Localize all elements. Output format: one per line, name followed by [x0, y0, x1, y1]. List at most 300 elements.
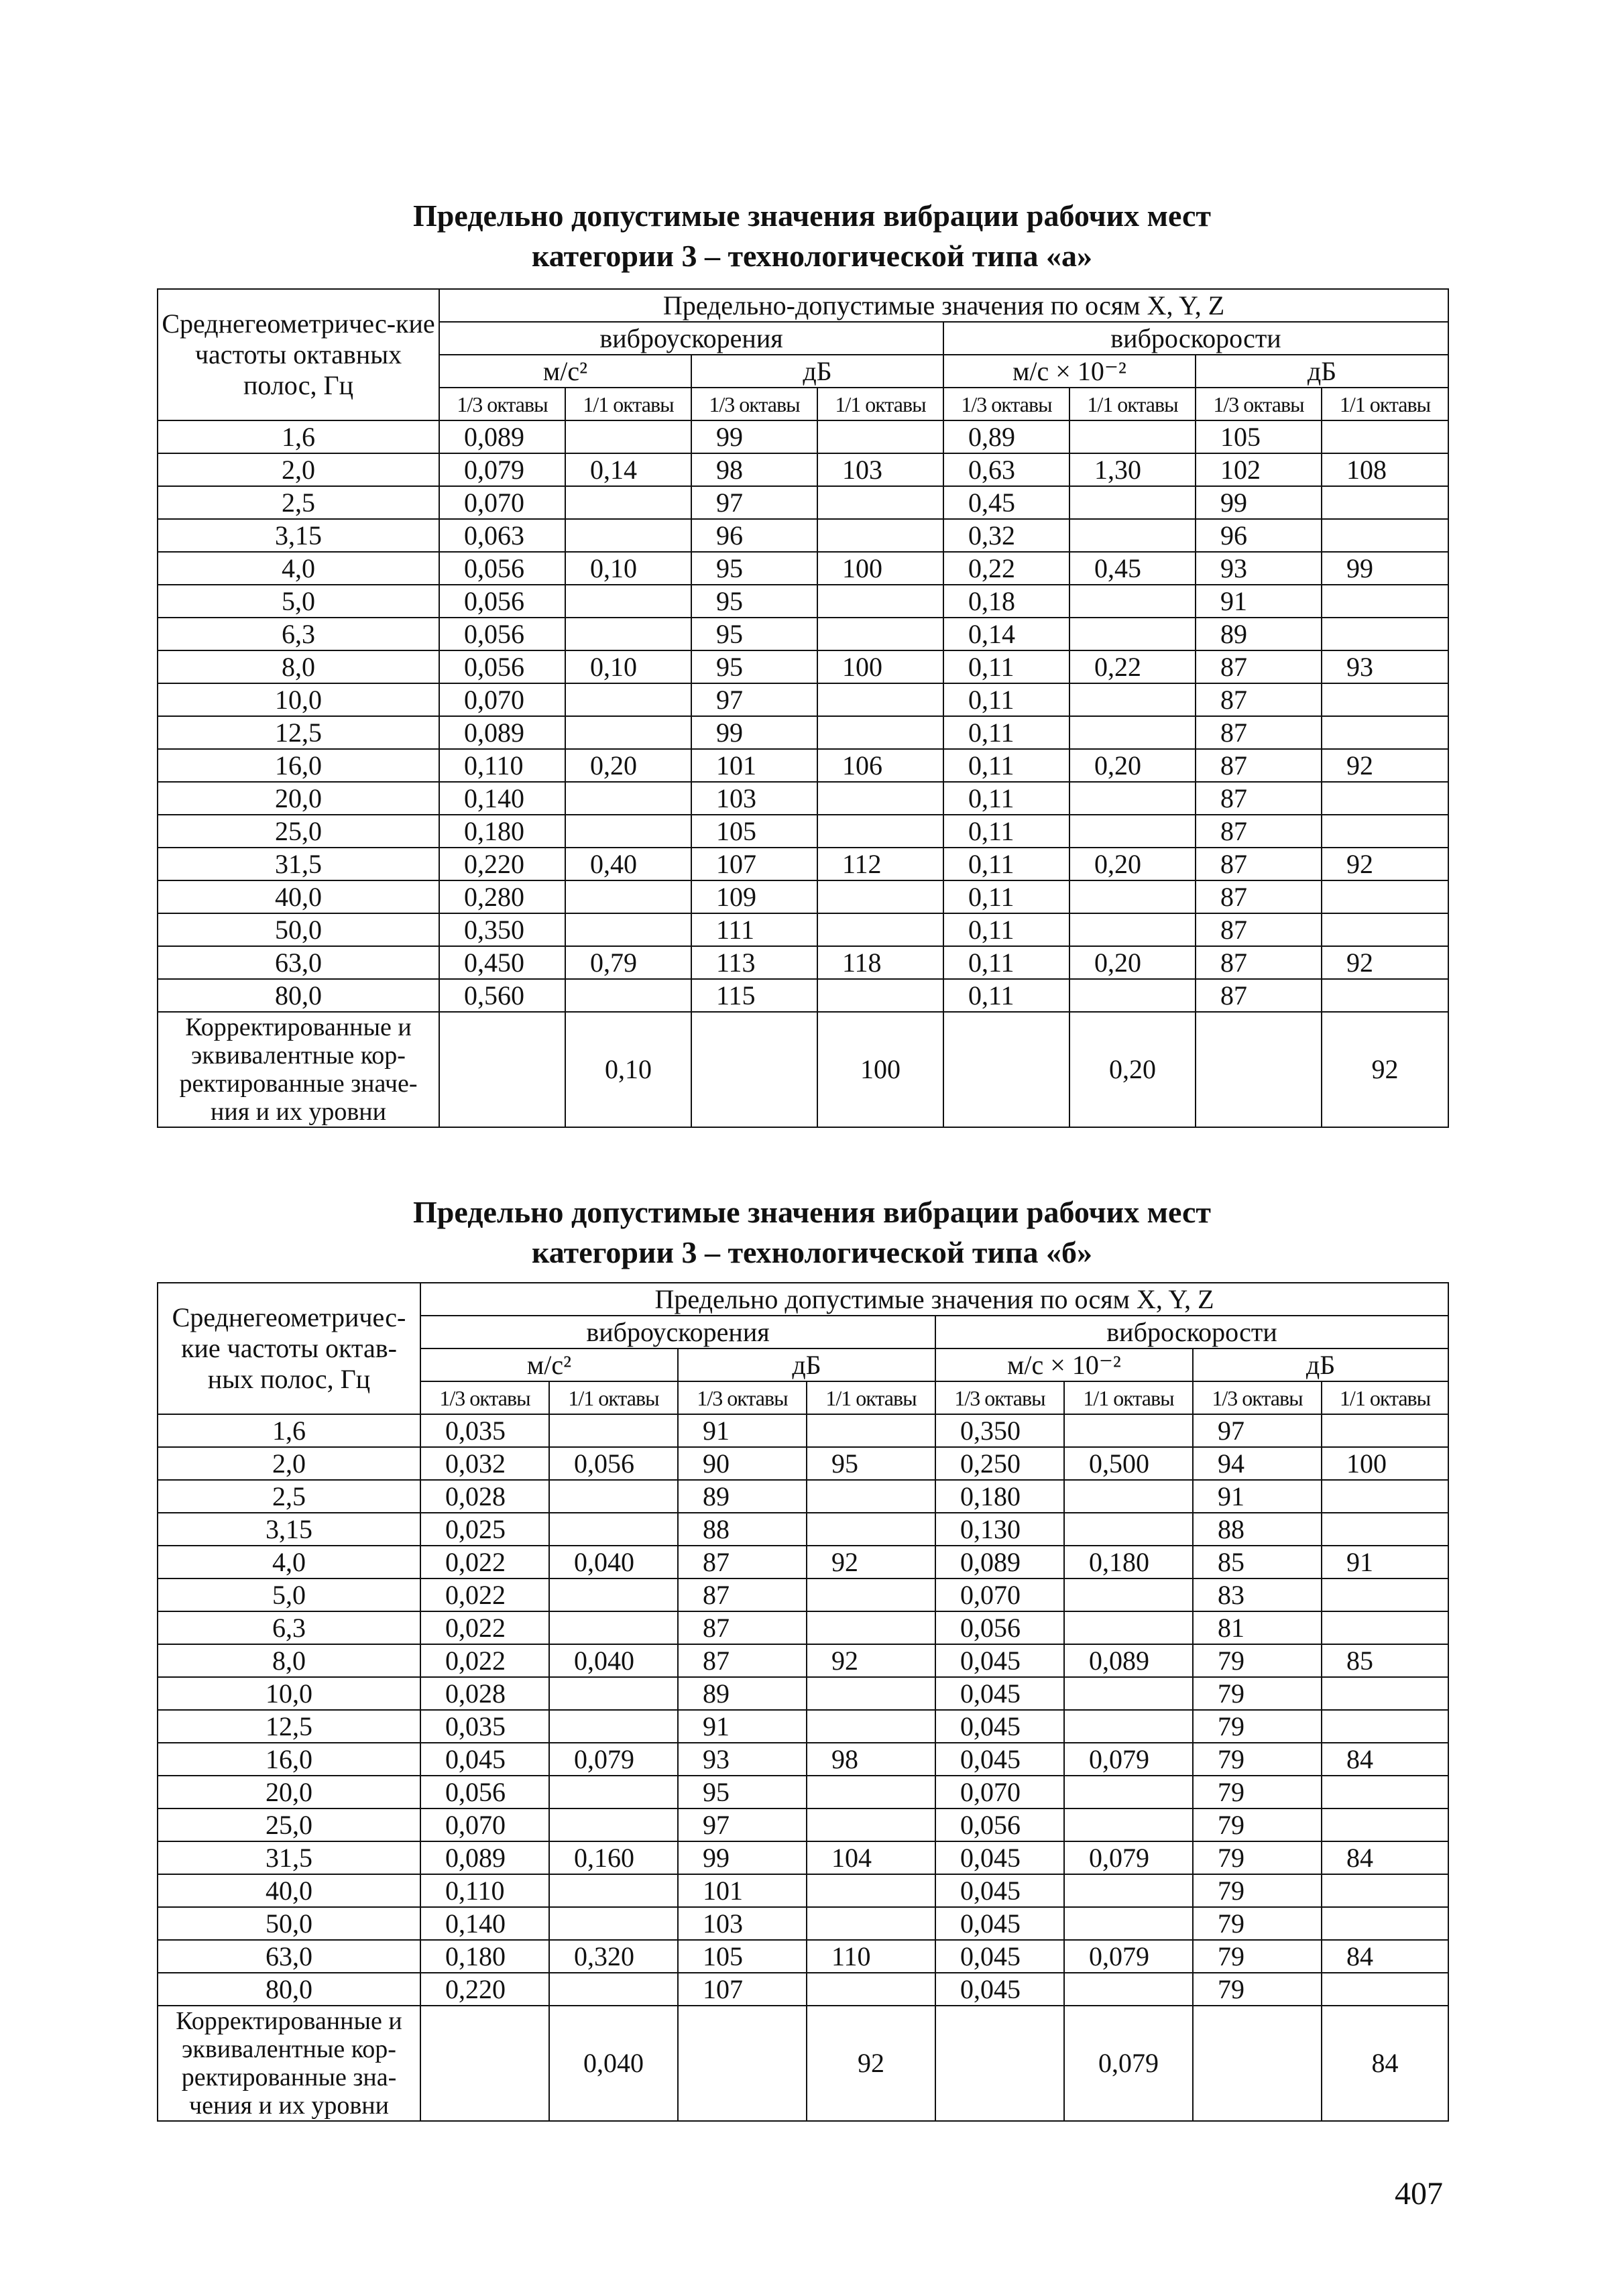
- value-cell: [1064, 1611, 1193, 1644]
- table-row: [158, 979, 1448, 1012]
- value-cell: [565, 880, 691, 913]
- value-cell: 0,20: [1069, 848, 1196, 880]
- header-full-octave: 1/1 октавы: [1322, 1381, 1448, 1414]
- value-cell: [1322, 1578, 1448, 1611]
- value-cell: 96: [691, 519, 817, 552]
- frequency-cell: 25,0: [158, 815, 439, 848]
- header-unit-db: дБ: [691, 355, 943, 388]
- frequency-cell: 12,5: [158, 1710, 420, 1743]
- table-row: [158, 486, 1448, 519]
- value-cell: [817, 716, 943, 749]
- value-cell: 95: [691, 552, 817, 585]
- value-cell: [817, 913, 943, 946]
- value-cell: 0,070: [439, 683, 565, 716]
- value-cell: 87: [678, 1644, 807, 1677]
- value-cell: 0,140: [439, 782, 565, 815]
- value-cell: 97: [678, 1809, 807, 1841]
- value-cell: 99: [678, 1841, 807, 1874]
- value-cell: 0,045: [935, 1841, 1064, 1874]
- value-cell: 0,056: [439, 618, 565, 650]
- header-row: [158, 289, 1448, 322]
- value-cell: [817, 486, 943, 519]
- value-cell: [1069, 486, 1196, 519]
- frequency-cell: 3,15: [158, 519, 439, 552]
- corrected-value-cell: [943, 1012, 1069, 1127]
- value-cell: [1322, 1710, 1448, 1743]
- value-cell: 0,320: [549, 1940, 678, 1973]
- value-cell: [817, 979, 943, 1012]
- frequency-cell: 31,5: [158, 1841, 420, 1874]
- value-cell: 0,070: [439, 486, 565, 519]
- frequency-cell: 6,3: [158, 1611, 420, 1644]
- table-row: [158, 1907, 1448, 1940]
- value-cell: 79: [1193, 1940, 1322, 1973]
- value-cell: [565, 519, 691, 552]
- value-cell: 0,11: [943, 782, 1069, 815]
- value-cell: 0,130: [935, 1513, 1064, 1546]
- value-cell: 0,220: [439, 848, 565, 880]
- frequency-cell: 10,0: [158, 683, 439, 716]
- vibration-table-b: [157, 1282, 1449, 2122]
- value-cell: [1322, 420, 1448, 453]
- value-cell: 87: [1196, 946, 1322, 979]
- header-unit-acceleration: м/с²: [420, 1348, 678, 1381]
- value-cell: 79: [1193, 1874, 1322, 1907]
- table-b-title-line2: категории 3 – технологической типа «б»: [532, 1235, 1092, 1269]
- header-limits: Предельно-допустимые значения по осям X, Y, Z: [439, 289, 1448, 322]
- table-row: [158, 815, 1448, 848]
- value-cell: 0,11: [943, 848, 1069, 880]
- value-cell: [817, 782, 943, 815]
- value-cell: 0,045: [935, 1677, 1064, 1710]
- value-cell: [565, 782, 691, 815]
- value-cell: 0,056: [935, 1611, 1064, 1644]
- value-cell: 79: [1193, 1677, 1322, 1710]
- value-cell: [807, 1578, 935, 1611]
- value-cell: [1322, 880, 1448, 913]
- value-cell: 0,040: [549, 1644, 678, 1677]
- value-cell: [807, 1874, 935, 1907]
- value-cell: [1069, 683, 1196, 716]
- value-cell: 0,11: [943, 880, 1069, 913]
- header-third-octave: 1/3 октавы: [935, 1381, 1064, 1414]
- value-cell: [1322, 1677, 1448, 1710]
- value-cell: 0,056: [439, 650, 565, 683]
- value-cell: 115: [691, 979, 817, 1012]
- value-cell: 109: [691, 880, 817, 913]
- value-cell: 87: [1196, 782, 1322, 815]
- table-b-title: [0, 1192, 1624, 1273]
- value-cell: 0,045: [935, 1743, 1064, 1776]
- value-cell: 0,89: [943, 420, 1069, 453]
- corrected-value-cell: [420, 2006, 549, 2121]
- table-row: [158, 650, 1448, 683]
- value-cell: 0,056: [935, 1809, 1064, 1841]
- value-cell: 0,140: [420, 1907, 549, 1940]
- value-cell: 87: [1196, 749, 1322, 782]
- value-cell: [1064, 1677, 1193, 1710]
- value-cell: [1322, 1513, 1448, 1546]
- value-cell: 0,280: [439, 880, 565, 913]
- corrected-value-cell: 100: [817, 1012, 943, 1127]
- value-cell: 97: [1193, 1414, 1322, 1447]
- header-unit-db: дБ: [1196, 355, 1448, 388]
- frequency-cell: 2,5: [158, 486, 439, 519]
- value-cell: 107: [678, 1973, 807, 2006]
- value-cell: 104: [807, 1841, 935, 1874]
- value-cell: 87: [1196, 650, 1322, 683]
- header-third-octave: 1/3 октавы: [678, 1381, 807, 1414]
- table-row: [158, 1776, 1448, 1809]
- value-cell: 95: [807, 1447, 935, 1480]
- header-full-octave: 1/1 октавы: [1069, 388, 1196, 420]
- value-cell: 0,063: [439, 519, 565, 552]
- value-cell: [549, 1414, 678, 1447]
- value-cell: 0,028: [420, 1677, 549, 1710]
- value-cell: [807, 1809, 935, 1841]
- value-cell: 88: [1193, 1513, 1322, 1546]
- value-cell: [1322, 716, 1448, 749]
- table-a-title: [0, 196, 1624, 276]
- table-row: [158, 420, 1448, 453]
- corrected-values-row: [158, 2006, 1448, 2121]
- frequency-cell: 5,0: [158, 585, 439, 618]
- value-cell: [807, 1513, 935, 1546]
- value-cell: 0,79: [565, 946, 691, 979]
- header-unit-db: дБ: [1193, 1348, 1448, 1381]
- value-cell: 0,089: [1064, 1644, 1193, 1677]
- value-cell: [1322, 1480, 1448, 1513]
- value-cell: 87: [1196, 683, 1322, 716]
- frequency-cell: 20,0: [158, 1776, 420, 1809]
- value-cell: 0,089: [439, 420, 565, 453]
- table-row: [158, 1677, 1448, 1710]
- value-cell: 0,025: [420, 1513, 549, 1546]
- header-velocity: виброскорости: [943, 322, 1448, 355]
- value-cell: [807, 1677, 935, 1710]
- value-cell: 90: [678, 1447, 807, 1480]
- table-row: [158, 1578, 1448, 1611]
- value-cell: 99: [691, 716, 817, 749]
- value-cell: 110: [807, 1940, 935, 1973]
- frequency-cell: 2,0: [158, 453, 439, 486]
- value-cell: [549, 1677, 678, 1710]
- value-cell: 0,045: [935, 1973, 1064, 2006]
- frequency-cell: 10,0: [158, 1677, 420, 1710]
- corrected-value-cell: [439, 1012, 565, 1127]
- value-cell: [817, 618, 943, 650]
- frequency-cell: 8,0: [158, 650, 439, 683]
- header-full-octave: 1/1 октавы: [1064, 1381, 1193, 1414]
- table-row: [158, 453, 1448, 486]
- value-cell: 0,079: [1064, 1743, 1193, 1776]
- value-cell: 0,056: [549, 1447, 678, 1480]
- value-cell: 0,070: [935, 1578, 1064, 1611]
- header-full-octave: 1/1 октавы: [817, 388, 943, 420]
- value-cell: [1069, 880, 1196, 913]
- value-cell: 0,022: [420, 1546, 549, 1578]
- header-unit-db: дБ: [678, 1348, 935, 1381]
- frequency-cell: 20,0: [158, 782, 439, 815]
- corrected-value-cell: [691, 1012, 817, 1127]
- table-a-title-line2: категории 3 – технологической типа «а»: [532, 239, 1092, 273]
- value-cell: 0,350: [935, 1414, 1064, 1447]
- value-cell: [1322, 1611, 1448, 1644]
- value-cell: 99: [1322, 552, 1448, 585]
- value-cell: 0,11: [943, 650, 1069, 683]
- value-cell: 84: [1322, 1841, 1448, 1874]
- value-cell: 79: [1193, 1644, 1322, 1677]
- value-cell: 0,070: [935, 1776, 1064, 1809]
- frequency-cell: 16,0: [158, 749, 439, 782]
- value-cell: 0,14: [565, 453, 691, 486]
- value-cell: [1069, 815, 1196, 848]
- frequency-cell: 3,15: [158, 1513, 420, 1546]
- header-unit-velocity: м/с × 10⁻²: [943, 355, 1196, 388]
- value-cell: 93: [678, 1743, 807, 1776]
- value-cell: 0,022: [420, 1611, 549, 1644]
- value-cell: 111: [691, 913, 817, 946]
- value-cell: 0,250: [935, 1447, 1064, 1480]
- value-cell: [807, 1973, 935, 2006]
- table-row: [158, 1809, 1448, 1841]
- frequency-cell: 40,0: [158, 880, 439, 913]
- table-b-title-line1: Предельно допустимые значения вибрации рабочих мест: [413, 1195, 1211, 1229]
- value-cell: 0,035: [420, 1414, 549, 1447]
- table-row: [158, 749, 1448, 782]
- value-cell: 0,180: [439, 815, 565, 848]
- value-cell: 91: [1322, 1546, 1448, 1578]
- value-cell: 92: [807, 1546, 935, 1578]
- table-row: [158, 880, 1448, 913]
- value-cell: [565, 979, 691, 1012]
- value-cell: [1069, 782, 1196, 815]
- table-row: [158, 716, 1448, 749]
- value-cell: 101: [678, 1874, 807, 1907]
- value-cell: 0,11: [943, 913, 1069, 946]
- value-cell: 0,11: [943, 979, 1069, 1012]
- value-cell: 0,035: [420, 1710, 549, 1743]
- frequency-cell: 31,5: [158, 848, 439, 880]
- header-unit-velocity: м/с × 10⁻²: [935, 1348, 1193, 1381]
- frequency-cell: 50,0: [158, 1907, 420, 1940]
- value-cell: 91: [1193, 1480, 1322, 1513]
- table-row: [158, 1874, 1448, 1907]
- value-cell: 0,20: [565, 749, 691, 782]
- value-cell: [549, 1809, 678, 1841]
- value-cell: 0,350: [439, 913, 565, 946]
- value-cell: 79: [1193, 1841, 1322, 1874]
- value-cell: [549, 1907, 678, 1940]
- header-third-octave: 1/3 октавы: [943, 388, 1069, 420]
- value-cell: [1064, 1874, 1193, 1907]
- value-cell: [817, 880, 943, 913]
- value-cell: 0,110: [420, 1874, 549, 1907]
- value-cell: 92: [1322, 848, 1448, 880]
- value-cell: 100: [817, 552, 943, 585]
- value-cell: [807, 1611, 935, 1644]
- value-cell: [1322, 1973, 1448, 2006]
- table-row: [158, 1973, 1448, 2006]
- vibration-table-a: [157, 288, 1449, 1128]
- value-cell: 103: [678, 1907, 807, 1940]
- value-cell: [565, 683, 691, 716]
- value-cell: 0,560: [439, 979, 565, 1012]
- value-cell: [817, 585, 943, 618]
- frequency-cell: 2,5: [158, 1480, 420, 1513]
- value-cell: [807, 1414, 935, 1447]
- value-cell: 99: [1196, 486, 1322, 519]
- value-cell: [549, 1480, 678, 1513]
- header-row: [158, 1283, 1448, 1316]
- header-frequency: Среднегеометричес-кие частоты октавных полос, Гц: [158, 289, 439, 420]
- value-cell: 0,11: [943, 683, 1069, 716]
- value-cell: [1322, 1907, 1448, 1940]
- header-third-octave: 1/3 октавы: [1196, 388, 1322, 420]
- value-cell: 107: [691, 848, 817, 880]
- header-velocity: виброскорости: [935, 1316, 1448, 1348]
- value-cell: [549, 1710, 678, 1743]
- value-cell: 0,056: [439, 585, 565, 618]
- table-row: [158, 1414, 1448, 1447]
- value-cell: 87: [1196, 716, 1322, 749]
- table-row: [158, 1546, 1448, 1578]
- frequency-cell: 40,0: [158, 1874, 420, 1907]
- table-row: [158, 585, 1448, 618]
- corrected-values-row: [158, 1012, 1448, 1127]
- value-cell: [1069, 585, 1196, 618]
- corrected-value-cell: 84: [1322, 2006, 1448, 2121]
- value-cell: [1064, 1578, 1193, 1611]
- value-cell: 0,040: [549, 1546, 678, 1578]
- value-cell: 79: [1193, 1973, 1322, 2006]
- value-cell: 0,045: [935, 1644, 1064, 1677]
- value-cell: [549, 1513, 678, 1546]
- value-cell: 0,10: [565, 650, 691, 683]
- value-cell: [1322, 979, 1448, 1012]
- value-cell: 91: [678, 1414, 807, 1447]
- header-third-octave: 1/3 октавы: [420, 1381, 549, 1414]
- value-cell: [1069, 618, 1196, 650]
- value-cell: 100: [817, 650, 943, 683]
- value-cell: [1064, 1776, 1193, 1809]
- header-third-octave: 1/3 октавы: [1193, 1381, 1322, 1414]
- value-cell: 112: [817, 848, 943, 880]
- table-row: [158, 1480, 1448, 1513]
- table-row: [158, 683, 1448, 716]
- corrected-values-label: Корректированные и эквивалентные кор-ректированные значе-ния и их уровни: [158, 1012, 439, 1127]
- value-cell: [1069, 913, 1196, 946]
- corrected-value-cell: 92: [1322, 1012, 1448, 1127]
- page-number: 407: [1395, 2176, 1443, 2212]
- frequency-cell: 16,0: [158, 1743, 420, 1776]
- value-cell: 100: [1322, 1447, 1448, 1480]
- value-cell: 98: [691, 453, 817, 486]
- header-third-octave: 1/3 октавы: [691, 388, 817, 420]
- value-cell: 99: [691, 420, 817, 453]
- value-cell: 0,20: [1069, 946, 1196, 979]
- table-row: [158, 552, 1448, 585]
- value-cell: 0,63: [943, 453, 1069, 486]
- value-cell: 0,045: [935, 1907, 1064, 1940]
- frequency-cell: 4,0: [158, 552, 439, 585]
- value-cell: [565, 913, 691, 946]
- value-cell: 83: [1193, 1578, 1322, 1611]
- table-row: [158, 1841, 1448, 1874]
- value-cell: 0,045: [935, 1874, 1064, 1907]
- header-acceleration: виброускорения: [439, 322, 943, 355]
- table-row: [158, 618, 1448, 650]
- corrected-value-cell: 0,040: [549, 2006, 678, 2121]
- value-cell: 0,056: [420, 1776, 549, 1809]
- value-cell: 0,18: [943, 585, 1069, 618]
- frequency-cell: 63,0: [158, 1940, 420, 1973]
- value-cell: 87: [1196, 979, 1322, 1012]
- value-cell: 89: [678, 1480, 807, 1513]
- frequency-cell: 80,0: [158, 979, 439, 1012]
- value-cell: 87: [1196, 848, 1322, 880]
- value-cell: 0,20: [1069, 749, 1196, 782]
- header-acceleration: виброускорения: [420, 1316, 935, 1348]
- value-cell: 0,11: [943, 815, 1069, 848]
- value-cell: [807, 1907, 935, 1940]
- value-cell: 0,045: [420, 1743, 549, 1776]
- value-cell: 0,22: [943, 552, 1069, 585]
- corrected-value-cell: 0,20: [1069, 1012, 1196, 1127]
- value-cell: 0,180: [420, 1940, 549, 1973]
- value-cell: [1322, 1874, 1448, 1907]
- table-row: [158, 1611, 1448, 1644]
- value-cell: 103: [691, 782, 817, 815]
- header-third-octave: 1/3 октавы: [439, 388, 565, 420]
- value-cell: [1322, 782, 1448, 815]
- value-cell: 84: [1322, 1743, 1448, 1776]
- frequency-cell: 1,6: [158, 1414, 420, 1447]
- value-cell: [565, 486, 691, 519]
- value-cell: 0,079: [1064, 1841, 1193, 1874]
- value-cell: [807, 1480, 935, 1513]
- value-cell: 92: [807, 1644, 935, 1677]
- value-cell: 102: [1196, 453, 1322, 486]
- value-cell: 98: [807, 1743, 935, 1776]
- value-cell: 97: [691, 486, 817, 519]
- value-cell: [565, 585, 691, 618]
- value-cell: 0,089: [420, 1841, 549, 1874]
- value-cell: [817, 420, 943, 453]
- value-cell: 89: [678, 1677, 807, 1710]
- table-row: [158, 519, 1448, 552]
- value-cell: [817, 815, 943, 848]
- header-full-octave: 1/1 октавы: [1322, 388, 1448, 420]
- value-cell: 0,022: [420, 1578, 549, 1611]
- value-cell: 0,22: [1069, 650, 1196, 683]
- value-cell: 0,079: [439, 453, 565, 486]
- table-row: [158, 782, 1448, 815]
- value-cell: 0,079: [1064, 1940, 1193, 1973]
- value-cell: 81: [1193, 1611, 1322, 1644]
- value-cell: [1069, 519, 1196, 552]
- value-cell: 0,45: [943, 486, 1069, 519]
- value-cell: [1064, 1809, 1193, 1841]
- frequency-cell: 25,0: [158, 1809, 420, 1841]
- value-cell: 118: [817, 946, 943, 979]
- value-cell: 96: [1196, 519, 1322, 552]
- corrected-value-cell: 0,079: [1064, 2006, 1193, 2121]
- header-full-octave: 1/1 октавы: [565, 388, 691, 420]
- value-cell: [1322, 815, 1448, 848]
- value-cell: 0,180: [1064, 1546, 1193, 1578]
- corrected-value-cell: 92: [807, 2006, 935, 2121]
